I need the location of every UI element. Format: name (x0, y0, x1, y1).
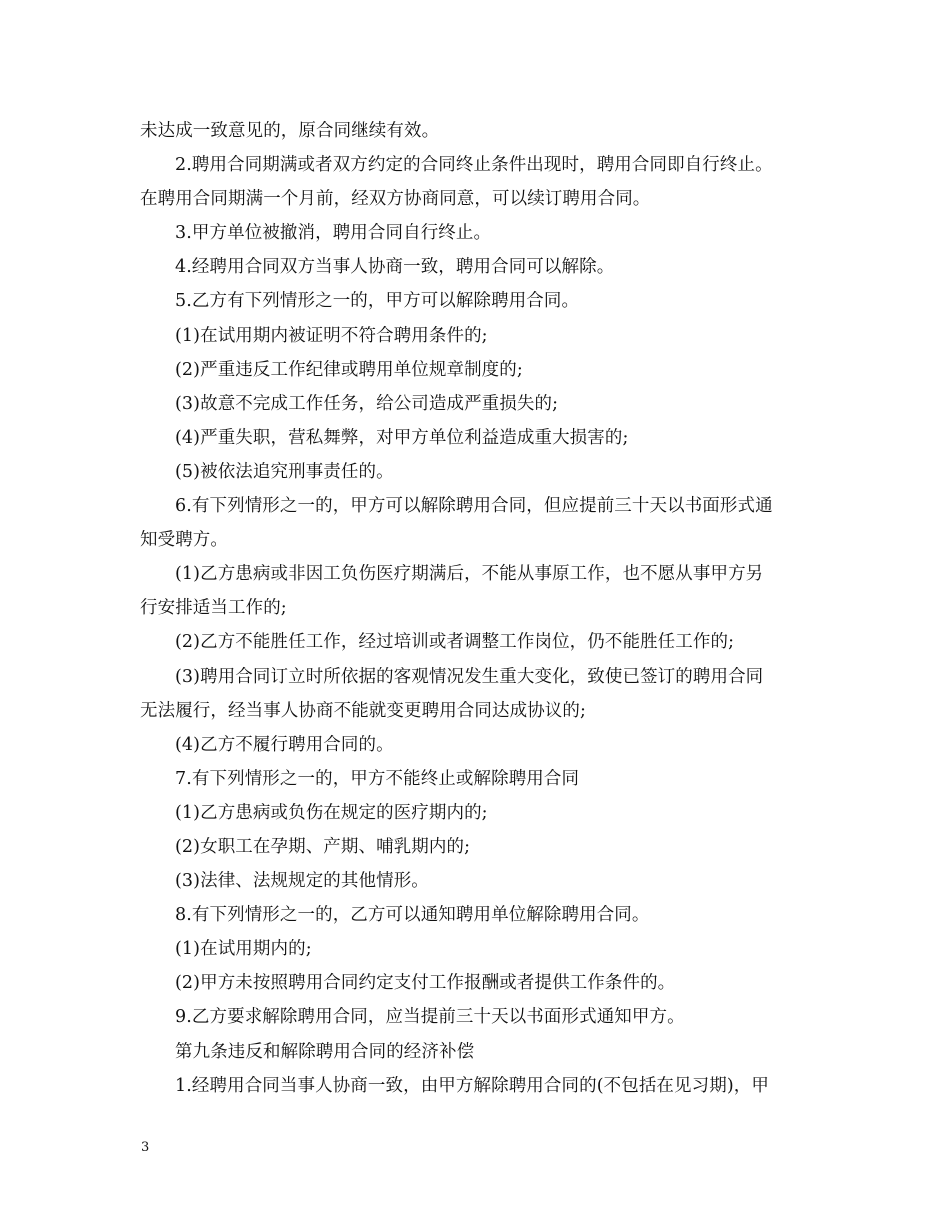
text-line: 2.聘用合同期满或者双方约定的合同终止条件出现时，聘用合同即自行终止。 (175, 155, 773, 176)
text-line: 5.乙方有下列情形之一的，甲方可以解除聘用合同。 (175, 291, 580, 312)
page-number: 3 (141, 1140, 150, 1155)
text-line: (4)乙方不履行聘用合同的。 (175, 734, 394, 755)
text-line: (1)乙方患病或非因工负伤医疗期满后，不能从事原工作，也不愿从事甲方另 (175, 564, 764, 585)
text-line: 4.经聘用合同双方当事人协商一致，聘用合同可以解除。 (175, 257, 615, 278)
text-line: (2)女职工在孕期、产期、哺乳期内的; (175, 836, 471, 857)
text-line: 在聘用合同期满一个月前，经双方协商同意，可以续订聘用合同。 (140, 189, 651, 210)
text-line: 行安排适当工作的; (140, 598, 287, 619)
text-line: 9.乙方要求解除聘用合同，应当提前三十天以书面形式通知甲方。 (175, 1007, 685, 1028)
text-line: (3)聘用合同订立时所依据的客观情况发生重大变化，致使已签订的聘用合同 (175, 666, 764, 687)
text-line: (5)被依法追究刑事责任的。 (175, 461, 394, 482)
text-line: 8.有下列情形之一的，乙方可以通知聘用单位解除聘用合同。 (175, 905, 650, 926)
text-line: (1)在试用期内的; (175, 939, 312, 960)
text-line: (3)法律、法规规定的其他情形。 (175, 871, 429, 892)
text-line: 6.有下列情形之一的，甲方可以解除聘用合同，但应提前三十天以书面形式通 (175, 496, 773, 517)
text-line: (1)在试用期内被证明不符合聘用条件的; (175, 325, 488, 346)
text-line: (2)甲方未按照聘用合同约定支付工作报酬或者提供工作条件的。 (175, 973, 676, 994)
text-line: (4)严重失职，营私舞弊，对甲方单位利益造成重大损害的; (175, 427, 629, 448)
text-line: 无法履行，经当事人协商不能就变更聘用合同达成协议的; (140, 700, 586, 721)
text-line: (1)乙方患病或负伤在规定的医疗期内的; (175, 802, 488, 823)
text-line: 未达成一致意见的，原合同继续有效。 (140, 121, 440, 141)
text-line: 1.经聘用合同当事人协商一致，由甲方解除聘用合同的(不包括在见习期)，甲 (175, 1075, 769, 1096)
text-line: 3.甲方单位被撤消，聘用合同自行终止。 (175, 223, 492, 244)
text-line: 知受聘方。 (140, 530, 228, 551)
text-line: (2)乙方不能胜任工作，经过培训或者调整工作岗位，仍不能胜任工作的; (175, 632, 735, 653)
text-line: 7.有下列情形之一的，甲方不能终止或解除聘用合同 (175, 768, 580, 789)
text-line: (2)严重违反工作纪律或聘用单位规章制度的; (175, 359, 523, 380)
document-body (140, 114, 818, 1103)
text-line: (3)故意不完成工作任务，给公司造成严重损失的; (175, 393, 559, 414)
text-line: 第九条违反和解除聘用合同的经济补偿 (175, 1041, 475, 1062)
